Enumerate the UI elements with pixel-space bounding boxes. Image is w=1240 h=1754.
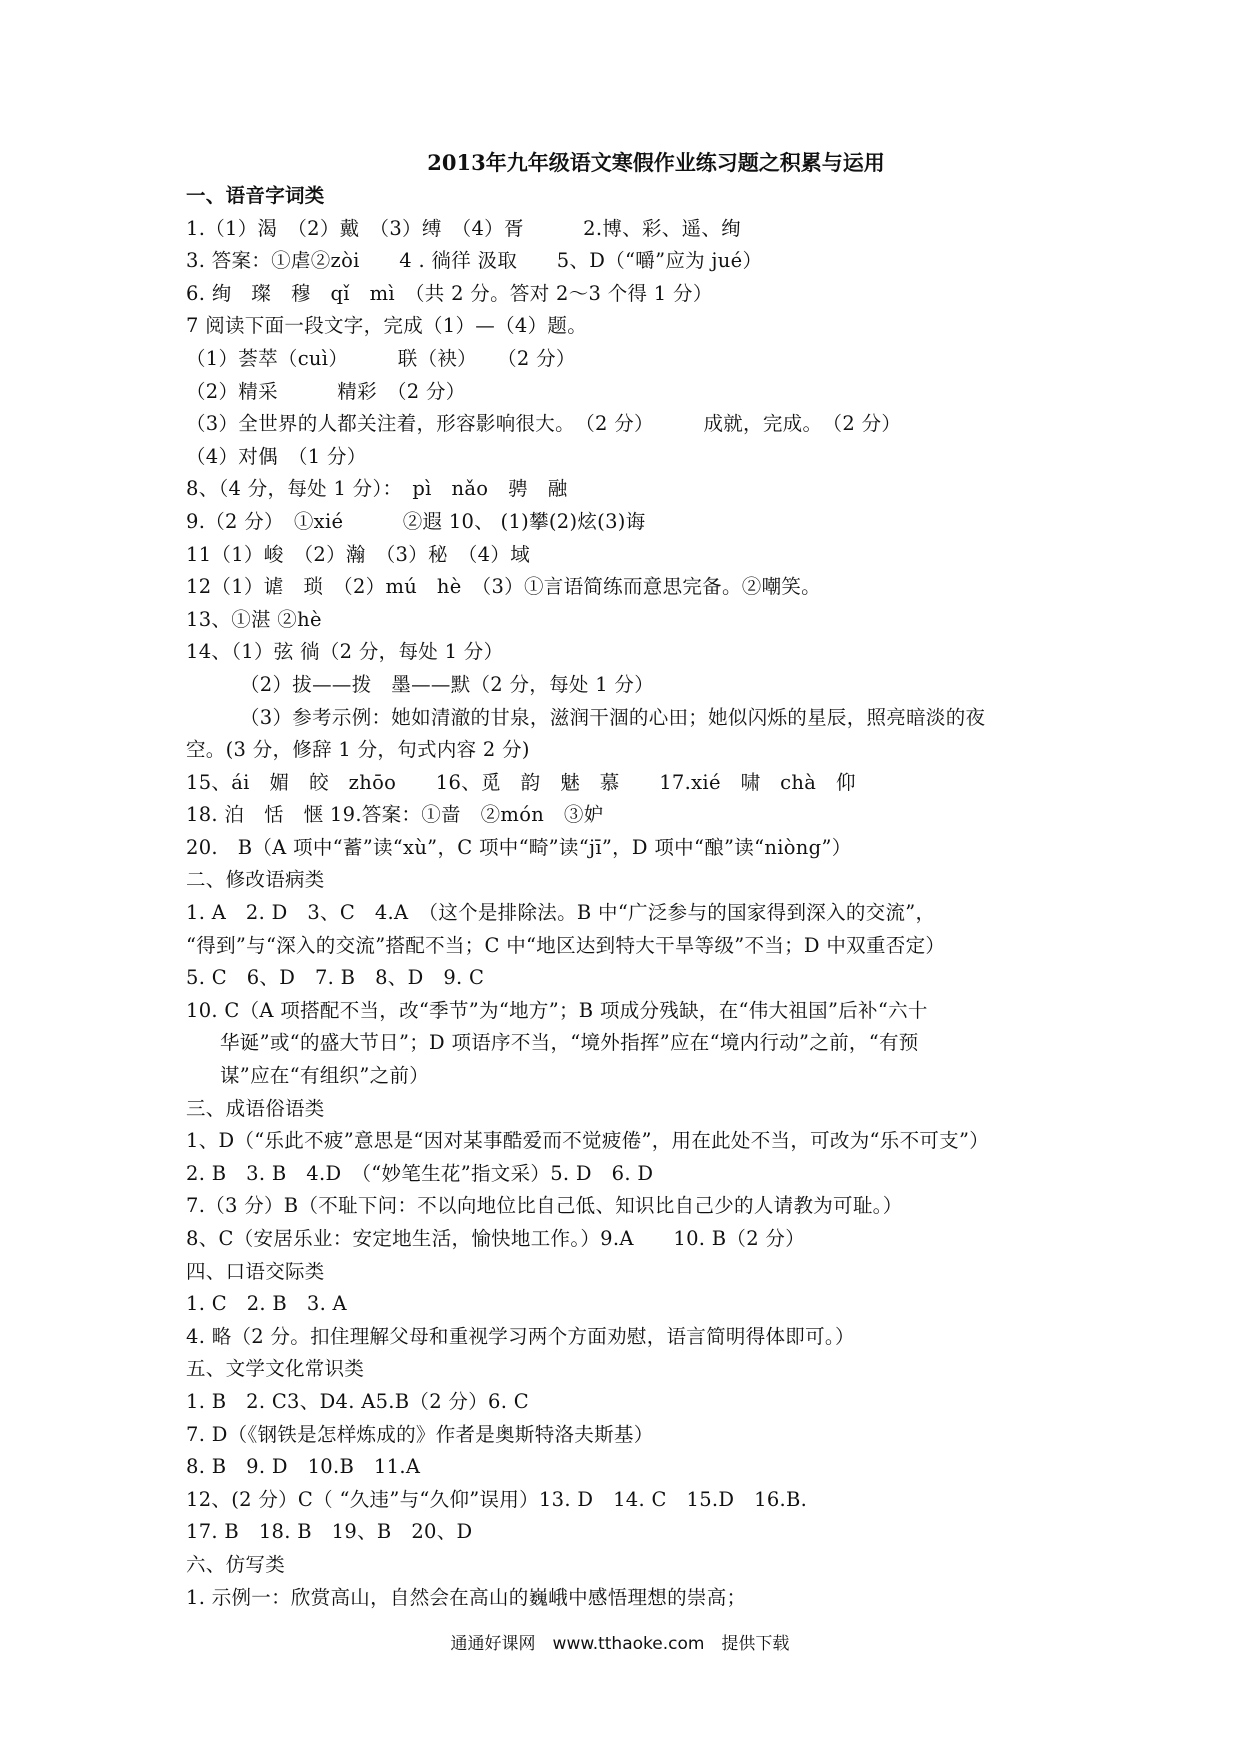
- text-line: 华诞”或“的盛大节日”；D 项语序不当，“境外指挥”应在“境内行动”之前，“有预: [220, 1031, 919, 1055]
- text-line: 1. 示例一：欣赏高山，自然会在高山的巍峨中感悟理想的崇高；: [186, 1585, 747, 1609]
- text-line: （4）对偶 （1 分）: [186, 444, 367, 468]
- text-line: 10. C（A 项搭配不当，改“季节”为“地方”；B 项成分残缺，在“伟大祖国”后补“六十: [186, 998, 928, 1022]
- text-line: 11（1）峻 （2）瀚 （3）秘 （4）域: [186, 542, 530, 566]
- text-line: （2）拔——拨 墨——默（2 分，每处 1 分）: [240, 672, 655, 696]
- text-line: 8. B 9. D 10.B 11.A: [186, 1455, 421, 1479]
- text-line: 6. 绚 璨 穆 qǐ mì （共 2 分。答对 2～3 个得 1 分）: [186, 281, 713, 305]
- text-line: 14、（1）弦 徜（2 分，每处 1 分）: [186, 640, 504, 664]
- text-line: 1.（1）渴 （2）戴 （3）缚 （4）胥 2.博、彩、遥、绚: [186, 216, 741, 240]
- text-line: 空。(3 分，修辞 1 分，句式内容 2 分): [186, 738, 530, 762]
- text-line: 1. B 2. C3、D4. A5.B（2 分）6. C: [186, 1389, 529, 1413]
- text-line: 二、修改语病类: [186, 868, 325, 892]
- page-title: 2013年九年级语文寒假作业练习题之积累与运用: [427, 150, 885, 175]
- text-line: 四、口语交际类: [186, 1259, 325, 1283]
- text-line: （2）精采 精彩 （2 分）: [186, 379, 466, 403]
- text-line: （3）全世界的人都关注着，形容影响很大。 （2 分） 成就，完成。 （2 分）: [186, 412, 902, 436]
- text-line: （1）荟萃（cuì） 联（袂） （2 分）: [186, 346, 576, 370]
- text-line: 3. 答案：①虐②zòi 4 . 徜徉 汲取 5、D（“嚼”应为 jué）: [186, 249, 763, 273]
- text-line: （3）参考示例：她如清澈的甘泉，滋润干涸的心田；她似闪烁的星辰，照亮暗淡的夜: [240, 705, 986, 729]
- text-line: 8、（4 分，每处 1 分）： pì nǎo 骋 融: [186, 477, 568, 501]
- text-line: 5. C 6、D 7. B 8、D 9. C: [186, 966, 485, 990]
- text-line: 三、成语俗语类: [186, 1096, 325, 1120]
- text-line: 17. B 18. B 19、B 20、D: [186, 1520, 473, 1544]
- page-footer: 通通好课网 www.tthaoke.com 提供下载: [450, 1634, 790, 1654]
- text-line: 4. 略（2 分。扣住理解父母和重视学习两个方面劝慰，语言简明得体即可。）: [186, 1324, 855, 1348]
- text-line: 五、文学文化常识类: [186, 1357, 365, 1381]
- text-line: 18. 泊 恬 惬 19.答案：①啬 ②món ③妒: [186, 803, 604, 827]
- text-line: “得到”与“深入的交流”搭配不当；C 中“地区达到特大干旱等级”不当；D 中双重否定）: [186, 933, 946, 957]
- text-line: 13、①湛 ②hè: [186, 607, 322, 631]
- text-line: 1. A 2. D 3、C 4.A （这个是排除法。B 中“广泛参与的国家得到深入的交流”，: [186, 901, 936, 925]
- text-line: 一、语音字词类: [186, 184, 325, 207]
- document-page: [186, 146, 1066, 1614]
- text-line: 12、(2 分）C（ “久违”与“久仰”误用）13. D 14. C 15.D 16.B.: [186, 1487, 808, 1511]
- text-line: 1、D（“乐此不疲”意思是“因对某事酷爱而不觉疲倦”，用在此处不当，可改为“乐不可支”）: [186, 1129, 990, 1153]
- text-line: 12（1）谑 琐 （2）mú hè （3）①言语简练而意思完备。②嘲笑。: [186, 575, 821, 599]
- text-line: 2. B 3. B 4.D （“妙笔生花”指文采）5. D 6. D: [186, 1161, 654, 1185]
- text-line: 7. D（《钢铁是怎样炼成的》作者是奥斯特洛夫斯基）: [186, 1422, 654, 1446]
- text-line: 20. B（A 项中“蓄”读“xù”，C 项中“畸”读“jī”，D 项中“酿”读“niòng”）: [186, 835, 852, 859]
- text-line: 15、ái 媚 皎 zhōo 16、觅 韵 魅 慕 17.xié 啸 chà 仰: [186, 770, 856, 794]
- text-line: 7.（3 分）B（不耻下问：不以向地位比自己低、知识比自己少的人请教为可耻。）: [186, 1194, 903, 1218]
- text-line: 8、C（安居乐业：安定地生活，愉快地工作。）9.A 10. B（2 分）: [186, 1227, 806, 1250]
- text-line: 9.（2 分） ①xié ②遐 10、 (1)攀(2)炫(3)诲: [186, 509, 646, 533]
- text-line: 1. C 2. B 3. A: [186, 1292, 347, 1316]
- text-line: 谋”应在“有组织”之前）: [220, 1064, 430, 1088]
- document-body: [186, 180, 1066, 1614]
- text-line: 7 阅读下面一段文字，完成（1）—（4）题。: [186, 314, 588, 338]
- text-line: 六、仿写类: [186, 1552, 286, 1576]
